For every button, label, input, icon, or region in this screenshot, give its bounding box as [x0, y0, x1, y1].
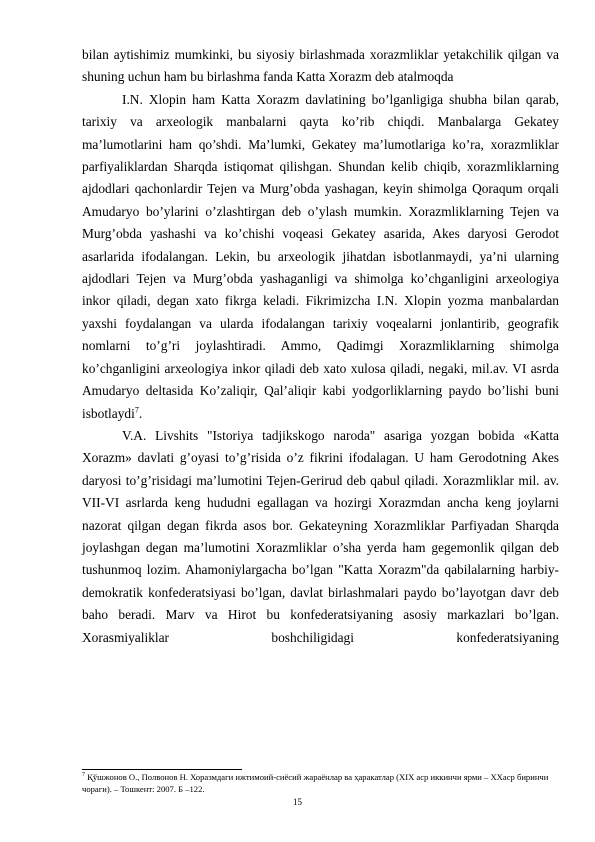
paragraph-2-end: . [138, 405, 143, 421]
paragraph-3: V.A. Livshits "Istoriya tadjikskogo naroda" asariga yozgan bobida «Katta Xorazm» davlati g’oyasi to’g’risida o’z fikrini ifodalagan. U ham Gerodotning Akes daryosi to’g’risidagi ma’lumotini Tejen-Gerirud deb qabul qiladi. Xorazmliklar mil. av. VII-VI asrlarda keng hududni egallagan va hozirgi Xorazmdan ancha keng joylarni nazorat qilgan degan fikrda asos bor. Gekateyning Xorazmliklar Parfiyadan Sharqda joylashgan degan ma’lumotini Xorazmliklar o’sha yerda ham gegemonlik qilgan deb tushunmoq lozim. Ahamoniylargacha bo’lgan "Katta Xorazm"da qabilalarning harbiy- demokratik konfederatsiyasi bo’lgan, davlat birlashmalari paydo bo’layotgan davr deb baho beradi. Marv va Hirot bu konfederatsiyaning asosiy markazlari bo’lgan. Xorasmiyaliklar boshchiligidagi konfederatsiyaning [82, 427, 559, 645]
page-number: 15 [293, 797, 302, 807]
paragraph-2 [82, 89, 559, 425]
paragraph-1: bilan aytishimiz mumkinki, bu siyosiy birlashmada xorazmliklar yetakchilik qilgan va shuning uchun ham bu birlashma fanda Katta Xorazm deb atalmoqda [82, 47, 559, 85]
footnote-text: Қўшжонов О., Полвонов Н. Хоразмдаги ижтимоий-сиёсий жараёнлар ва ҳаракатлар (XIX аср иккинчи ярми – XXаср биринчи чораги). – Тошкент: 2007. Б –122. [82, 772, 549, 794]
footnote-divider [82, 769, 242, 770]
paragraph-2-text: I.N. Xlopin ham Katta Xorazm davlatining bo’lganligiga shubha bilan qarab, tarixiy va arxeologik manbalarni qayta ko’rib chiqdi. Manbalarga Gekatey ma’lumotlarini ham qo’shdi. Ma’lumki, Gekatey ma’lumotlariga ko’ra, xorazmliklar parfiyaliklardan Sharqda istiqomat qilishgan. Shundan kelib chiqib, xorazmliklarning ajdodlari qachonlardir Tejen va Murg’obda yashagan, keyin shimolga Qoraqum orqali Amudaryo bo’ylarini o’zlashtirgan deb o’ylash mumkin. Xorazmliklarning Tejen va Murg’obda yashashi va ko’chishi voqeasi Gekatey asarida, Akes daryosi Gerodot asarlarida ifodalangan. Lekin, bu arxeologik jihatdan isbotlanmaydi, ya’ni ularning ajdodlari Tejen va Murg’obda yashaganligi va shimolga ko’chganligini arxeologiya inkor qiladi, degan xato fikrga keladi. Fikrimizcha I.N. Xlopin yozma manbalardan yaxshi foydalangan va ularda ifodalangan tarixiy voqealarni jonlantirib, geografik nomlarni to’g’ri joylashtiradi. Ammo, Qadimgi Xorazmliklarning shimolga ko’chganligini arxeologiya inkor qiladi deb xato xulosa qiladi, negaki, mil.av. VI asrda Amudaryo deltasida Ko’zaliqir, Qal’aliqir kabi yodgorliklarning paydo bo’lishi buni isbotlaydi [82, 91, 559, 421]
footnote-reference[interactable]: 7 [134, 405, 139, 415]
footnote-number: 7 [82, 772, 85, 779]
footnote [82, 772, 559, 795]
body-text [82, 44, 559, 649]
